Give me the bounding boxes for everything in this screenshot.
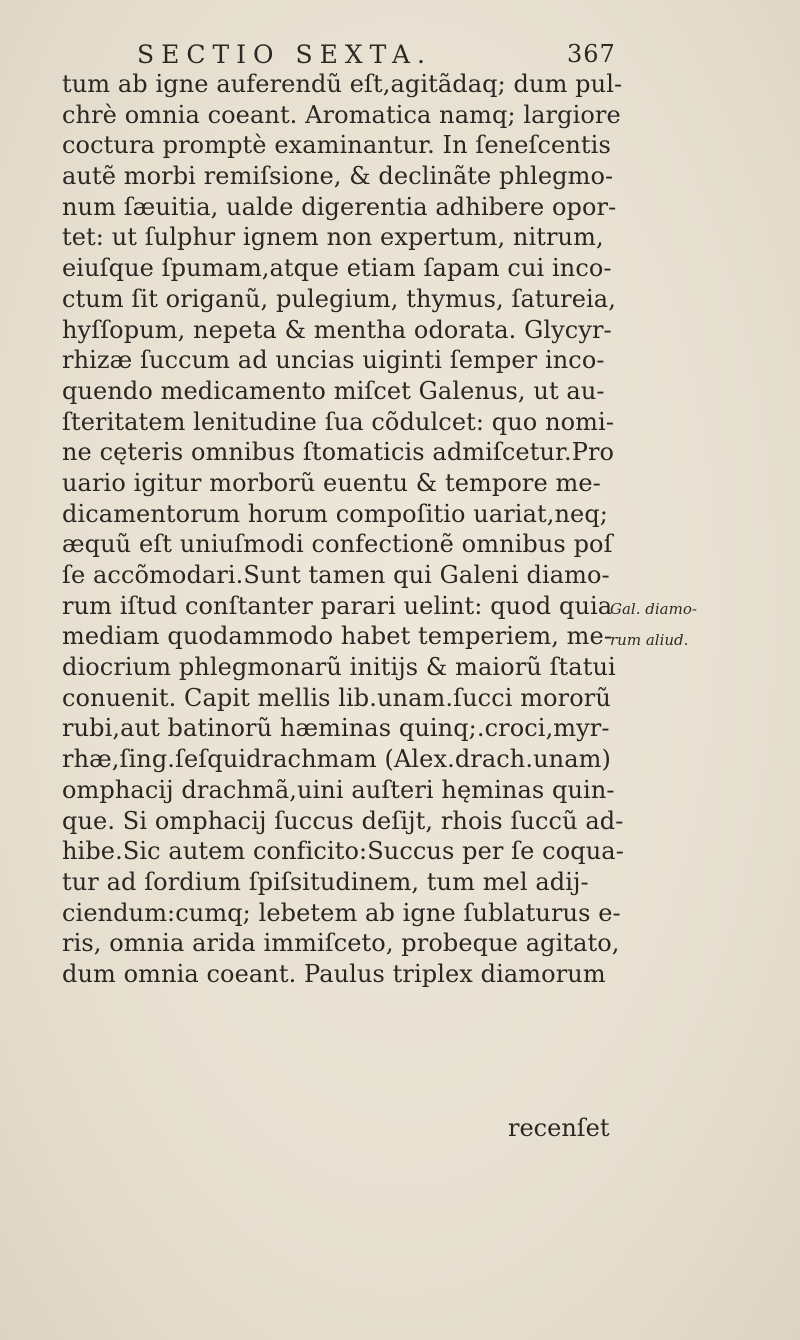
page-number: 367 [567, 40, 616, 68]
text-line: rhæ,ſing.ſeſquidrachmam (Alex.drach.unam) [62, 745, 611, 774]
text-line: hyſſopum, nepeta & mentha odorata. Glycyr- [62, 315, 612, 344]
body-text [62, 69, 622, 990]
text-line: conuenit. Capit mellis lib.unam.ſucci mororũ [62, 683, 611, 712]
text-line: æquũ eſt uniuſmodi confectionẽ omnibus poſ [62, 530, 613, 559]
margin-note [610, 594, 800, 655]
text-line: tum ab igne auferendũ eſt,agitãdaq; dum pul- [62, 70, 623, 98]
text-line: ne cęteris omnibus ſtomaticis admiſcetur.Pro [62, 438, 615, 467]
running-head: SECTIO SEXTA. [137, 40, 432, 69]
text-line: mediam quodammodo habet temperiem, me- [62, 622, 613, 651]
text-line: ſe accõmodari.Sunt tamen qui Galeni diamo- [62, 561, 610, 589]
text-line: omphacij drachmã,uini auſteri hęminas quin- [62, 775, 615, 804]
catchword: recenſet [508, 1114, 610, 1142]
text-line: rum iſtud conſtanter parari uelint: quod quia [62, 591, 613, 620]
text-line: num ſæuitia, ualde digerentia adhibere opor- [62, 192, 617, 221]
text-line: rubi,aut batinorũ hæminas quinq;.croci,myr- [62, 714, 610, 743]
text-line: ctum ſit origanũ, pulegium, thymus, ſatureia, [62, 284, 616, 313]
text-line: que. Si omphacij ſuccus deſijt, rhois ſuccũ ad- [62, 806, 624, 835]
text-line: dicamentorum horum compoſitio uariat,neq; [62, 499, 608, 528]
text-line: chrè omnia coeant. Aromatica namq; largiore [62, 100, 621, 129]
text-line: coctura promptè examinantur. In ſeneſcentis [62, 131, 611, 160]
page-header [0, 40, 800, 72]
text-line: eiuſque ſpumam,atque etiam ſapam cui inco- [62, 254, 612, 283]
text-line: tet: ut ſulphur ignem non expertum, nitrum, [62, 223, 604, 252]
text-line: quendo medicamento miſcet Galenus, ut au- [62, 376, 605, 405]
text-line: dum omnia coeant. Paulus triplex diamorum [62, 959, 606, 988]
text-line: ciendum:cumq; lebetem ab igne ſublaturus e- [62, 898, 621, 927]
text-line: ris, omnia arida immiſceto, probeque agitato, [62, 929, 620, 958]
text-line: tur ad ſordium ſpiſsitudinem, tum mel adij- [62, 867, 589, 896]
margin-note-line: Gal. diamo- [610, 600, 697, 618]
margin-note-line: rum aliud. [610, 630, 689, 649]
text-line: ſteritatem lenitudine ſua cõdulcet: quo nomi- [62, 407, 615, 436]
text-line: hibe.Sic autem conficito:Succus per ſe coqua- [62, 837, 624, 866]
text-line: diocrium phlegmonarũ initijs & maiorũ ſtatui [62, 653, 616, 682]
text-line: rhizæ ſuccum ad uncias uiginti ſemper inco- [62, 346, 605, 375]
text-line: autẽ morbi remiſsione, & declinãte phlegmo- [62, 162, 614, 191]
text-line: uario igitur morborũ euentu & tempore me- [62, 468, 601, 497]
